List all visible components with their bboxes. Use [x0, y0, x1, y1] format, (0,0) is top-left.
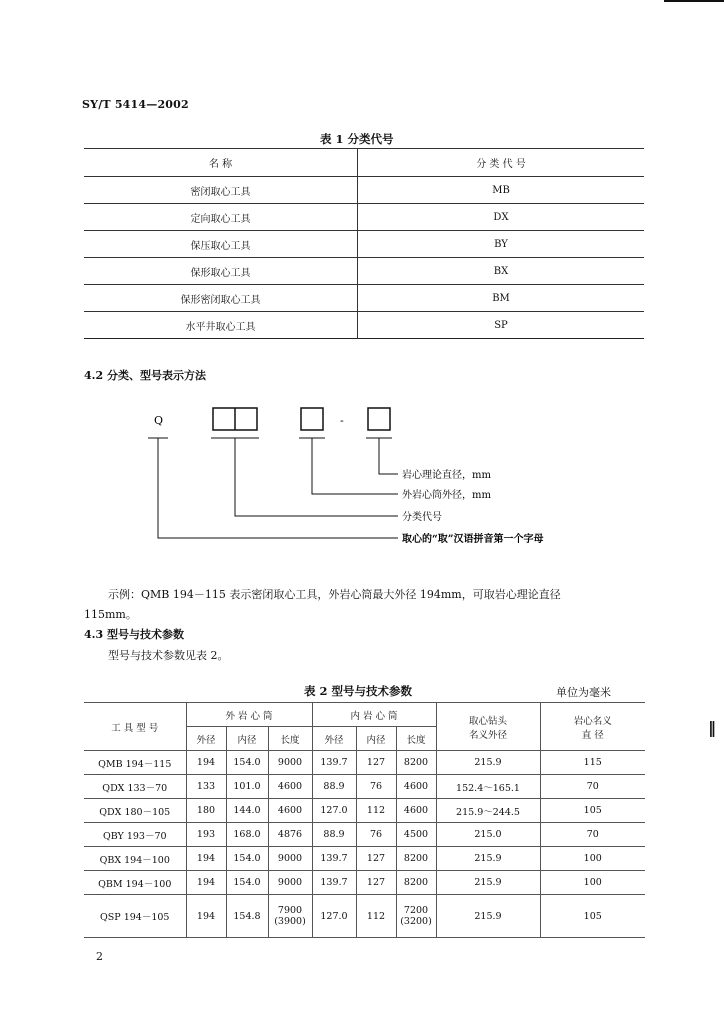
table1-col-code: 分 类 代 号 [358, 149, 645, 177]
table-cell: 105 [540, 799, 645, 823]
table-cell: 9000 [268, 871, 312, 895]
cell-line: (3900) [274, 916, 306, 927]
table-row [84, 204, 644, 231]
table-cell: 194 [186, 871, 226, 895]
table-cell: 保压取心工具 [84, 231, 358, 258]
table-cell: 100 [540, 847, 645, 871]
table2-caption: 表 2 型号与技术参数 [304, 684, 413, 698]
table-cell: QDX 133－70 [84, 775, 186, 799]
outer-diameter-box [301, 408, 323, 430]
table-cell: QBY 193－70 [84, 823, 186, 847]
header-inner-tube: 内 岩 心 筒 [312, 703, 436, 727]
section-4-2-heading: 4.2 分类、型号表示方法 [84, 369, 206, 382]
margin-mark: ‖ [708, 718, 716, 737]
table-cell: 133 [186, 775, 226, 799]
table-cell: 8200 [396, 847, 436, 871]
header-outer-id: 内径 [226, 727, 268, 751]
table-cell: 194 [186, 895, 226, 938]
table-cell: 154.8 [226, 895, 268, 938]
table-cell: 115 [540, 751, 645, 775]
table-cell: 水平井取心工具 [84, 312, 358, 339]
table-cell: 215.9 [436, 871, 540, 895]
table-cell: 154.0 [226, 871, 268, 895]
label-class-code: 分类代号 [402, 512, 442, 523]
table-cell: 215.9 [436, 751, 540, 775]
diagram-dash: - [340, 414, 344, 427]
top-edge-line [664, 0, 724, 2]
table-row [84, 751, 645, 775]
table-cell: 101.0 [226, 775, 268, 799]
table-cell: 88.9 [312, 775, 356, 799]
label-outer-diameter: 外岩心筒外径，mm [402, 490, 491, 501]
diagram-prefix: Q [154, 414, 164, 427]
table-cell: 180 [186, 799, 226, 823]
header-outer-od: 外径 [186, 727, 226, 751]
table-row [84, 799, 645, 823]
table-cell [396, 895, 436, 938]
header-bit [436, 703, 540, 751]
table-cell: 密闭取心工具 [84, 177, 358, 204]
table-cell: QBM 194－100 [84, 871, 186, 895]
table-cell: QDX 180－105 [84, 799, 186, 823]
table-cell: QBX 194－100 [84, 847, 186, 871]
header-inner-od: 外径 [312, 727, 356, 751]
cell-line: 7200 [403, 905, 429, 916]
table1-col-name: 名 称 [84, 149, 358, 177]
table-cell: 8200 [396, 751, 436, 775]
table-cell: 215.9 [436, 895, 540, 938]
header-outer-tube: 外 岩 心 筒 [186, 703, 312, 727]
table-cell: 100 [540, 871, 645, 895]
header-core [540, 703, 645, 751]
table-cell: 215.0 [436, 823, 540, 847]
table-cell: 215.9 [436, 847, 540, 871]
class-code-leader [235, 438, 398, 516]
table-cell: 127 [356, 751, 396, 775]
table-cell: 4600 [396, 799, 436, 823]
model-notation-diagram [140, 400, 600, 550]
table-cell: 168.0 [226, 823, 268, 847]
table-cell: 152.4～165.1 [436, 775, 540, 799]
outer-diameter-leader [312, 438, 398, 494]
label-prefix: 取心的“取”汉语拼音第一个字母 [402, 534, 544, 545]
table-cell: BX [358, 258, 645, 285]
table-row [84, 312, 644, 339]
table-cell: 9000 [268, 751, 312, 775]
table-row [84, 847, 645, 871]
table-cell: 76 [356, 775, 396, 799]
table-cell: 4600 [396, 775, 436, 799]
table-cell: 127 [356, 871, 396, 895]
table-cell: 139.7 [312, 847, 356, 871]
table-cell: 144.0 [226, 799, 268, 823]
table-cell: 127.0 [312, 799, 356, 823]
table-cell: DX [358, 204, 645, 231]
table-cell: 139.7 [312, 871, 356, 895]
table-row [84, 895, 645, 938]
header-inner-id: 内径 [356, 727, 396, 751]
table1 [84, 148, 644, 339]
header-model: 工 具 型 号 [84, 703, 186, 751]
table-cell: 194 [186, 847, 226, 871]
table-cell: 定向取心工具 [84, 204, 358, 231]
table-cell: BM [358, 285, 645, 312]
table-cell: SP [358, 312, 645, 339]
table-cell: 194 [186, 751, 226, 775]
table-cell: 105 [540, 895, 645, 938]
table-cell: 193 [186, 823, 226, 847]
example-line-1: 示例：QMB 194－115 表示密闭取心工具，外岩心筒最大外径 194mm，可取岩心理论直径 [108, 588, 561, 601]
table-cell: 139.7 [312, 751, 356, 775]
example-line-2: 115mm。 [84, 608, 137, 621]
header-bit-line1: 取心钻头 [468, 715, 507, 727]
table-header-row [84, 149, 644, 177]
table-row [84, 285, 644, 312]
table-cell: QSP 194－105 [84, 895, 186, 938]
header-core-line2: 直 径 [581, 729, 604, 741]
table-row [84, 871, 645, 895]
header-bit-line2: 名义外径 [468, 729, 507, 741]
table-row [84, 177, 644, 204]
table-cell: 8200 [396, 871, 436, 895]
table-header-row [84, 703, 645, 727]
cell-line: (3200) [400, 916, 432, 927]
table-cell: 4500 [396, 823, 436, 847]
header-core-line1: 岩心名义 [573, 715, 612, 727]
core-diameter-leader [379, 438, 398, 474]
table-cell: 88.9 [312, 823, 356, 847]
table-cell: 127.0 [312, 895, 356, 938]
table-cell: BY [358, 231, 645, 258]
table-cell: 保形密闭取心工具 [84, 285, 358, 312]
table-row [84, 231, 644, 258]
label-core-diameter: 岩心理论直径，mm [402, 470, 491, 481]
table-cell: 4600 [268, 775, 312, 799]
page-number: 2 [96, 950, 103, 963]
table-cell: 70 [540, 775, 645, 799]
table-cell: 215.9～244.5 [436, 799, 540, 823]
core-diameter-box [368, 408, 390, 430]
standard-header: SY/T 5414—2002 [82, 98, 189, 111]
table-cell: 127 [356, 847, 396, 871]
table-cell: 154.0 [226, 847, 268, 871]
table-cell: 112 [356, 799, 396, 823]
table1-caption: 表 1 分类代号 [320, 132, 394, 146]
table-cell: 70 [540, 823, 645, 847]
table-cell: 112 [356, 895, 396, 938]
table-cell: 154.0 [226, 751, 268, 775]
table-cell: MB [358, 177, 645, 204]
header-outer-length: 长度 [268, 727, 312, 751]
table-row [84, 823, 645, 847]
table2-unit: 单位为毫米 [556, 686, 611, 699]
table-cell: 4876 [268, 823, 312, 847]
table-cell: 保形取心工具 [84, 258, 358, 285]
table-row [84, 775, 645, 799]
table2 [84, 702, 645, 938]
table-cell [268, 895, 312, 938]
table-cell: 4600 [268, 799, 312, 823]
section-4-3-body: 型号与技术参数见表 2。 [108, 649, 229, 662]
table-cell: 9000 [268, 847, 312, 871]
table2-body [84, 751, 645, 895]
table-row [84, 258, 644, 285]
prefix-leader [158, 438, 398, 538]
cell-line: 7900 [277, 905, 303, 916]
table-cell: 76 [356, 823, 396, 847]
header-inner-length: 长度 [396, 727, 436, 751]
table-cell: QMB 194－115 [84, 751, 186, 775]
section-4-3-heading: 4.3 型号与技术参数 [84, 628, 184, 641]
